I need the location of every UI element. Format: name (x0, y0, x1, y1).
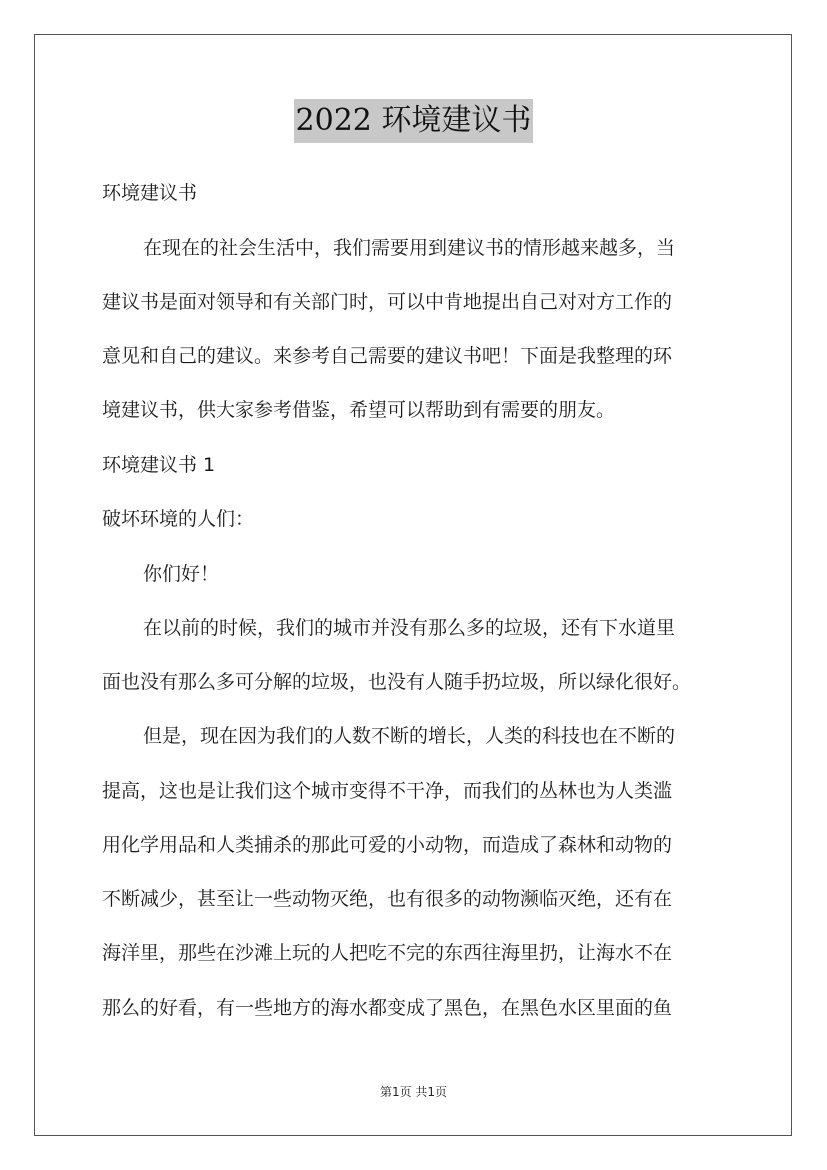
document-title: 2022 环境建议书 (294, 99, 534, 143)
paragraph-line: 用化学用品和人类捕杀的那此可爱的小动物，而造成了森林和动物的 (102, 834, 673, 856)
paragraph-line: 那么的好看，有一些地方的海水都变成了黑色，在黑色水区里面的鱼 (102, 997, 673, 1019)
paragraph-line: 意见和自己的建议。来参考自己需要的建议书吧！下面是我整理的环 (102, 345, 673, 367)
paragraph-line: 提高，这也是让我们这个城市变得不干净，而我们的丛林也为人类滥 (102, 780, 673, 802)
page-number-footer: 第1页 共1页 (379, 1085, 448, 1099)
paragraph-line: 在现在的社会生活中，我们需要用到建议书的情形越来越多，当 (143, 237, 676, 259)
greeting: 你们好！ (143, 563, 220, 585)
paragraph-line: 海洋里，那些在沙滩上玩的人把吃不完的东西往海里扔，让海水不在 (102, 942, 673, 964)
paragraph-line: 面也没有那么多可分解的垃圾，也没有人随手扔垃圾，所以绿化很好。 (102, 671, 692, 693)
paragraph-line: 但是，现在因为我们的人数不断的增长，人类的科技也在不断的 (143, 725, 676, 747)
section-heading: 环境建议书 1 (102, 454, 216, 476)
salutation: 破坏环境的人们： (102, 508, 255, 530)
section-heading: 环境建议书 (102, 182, 198, 204)
paragraph-line: 建议书是面对领导和有关部门时，可以中肯地提出自己对对方工作的 (102, 291, 673, 313)
paragraph-line: 在以前的时候，我们的城市并没有那么多的垃圾，还有下水道里 (143, 617, 676, 639)
paragraph-line: 境建议书，供大家参考借鉴，希望可以帮助到有需要的朋友。 (102, 399, 616, 421)
paragraph-line: 不断减少，甚至让一些动物灭绝，也有很多的动物濒临灭绝，还有在 (102, 888, 673, 910)
title-container (0, 99, 827, 143)
